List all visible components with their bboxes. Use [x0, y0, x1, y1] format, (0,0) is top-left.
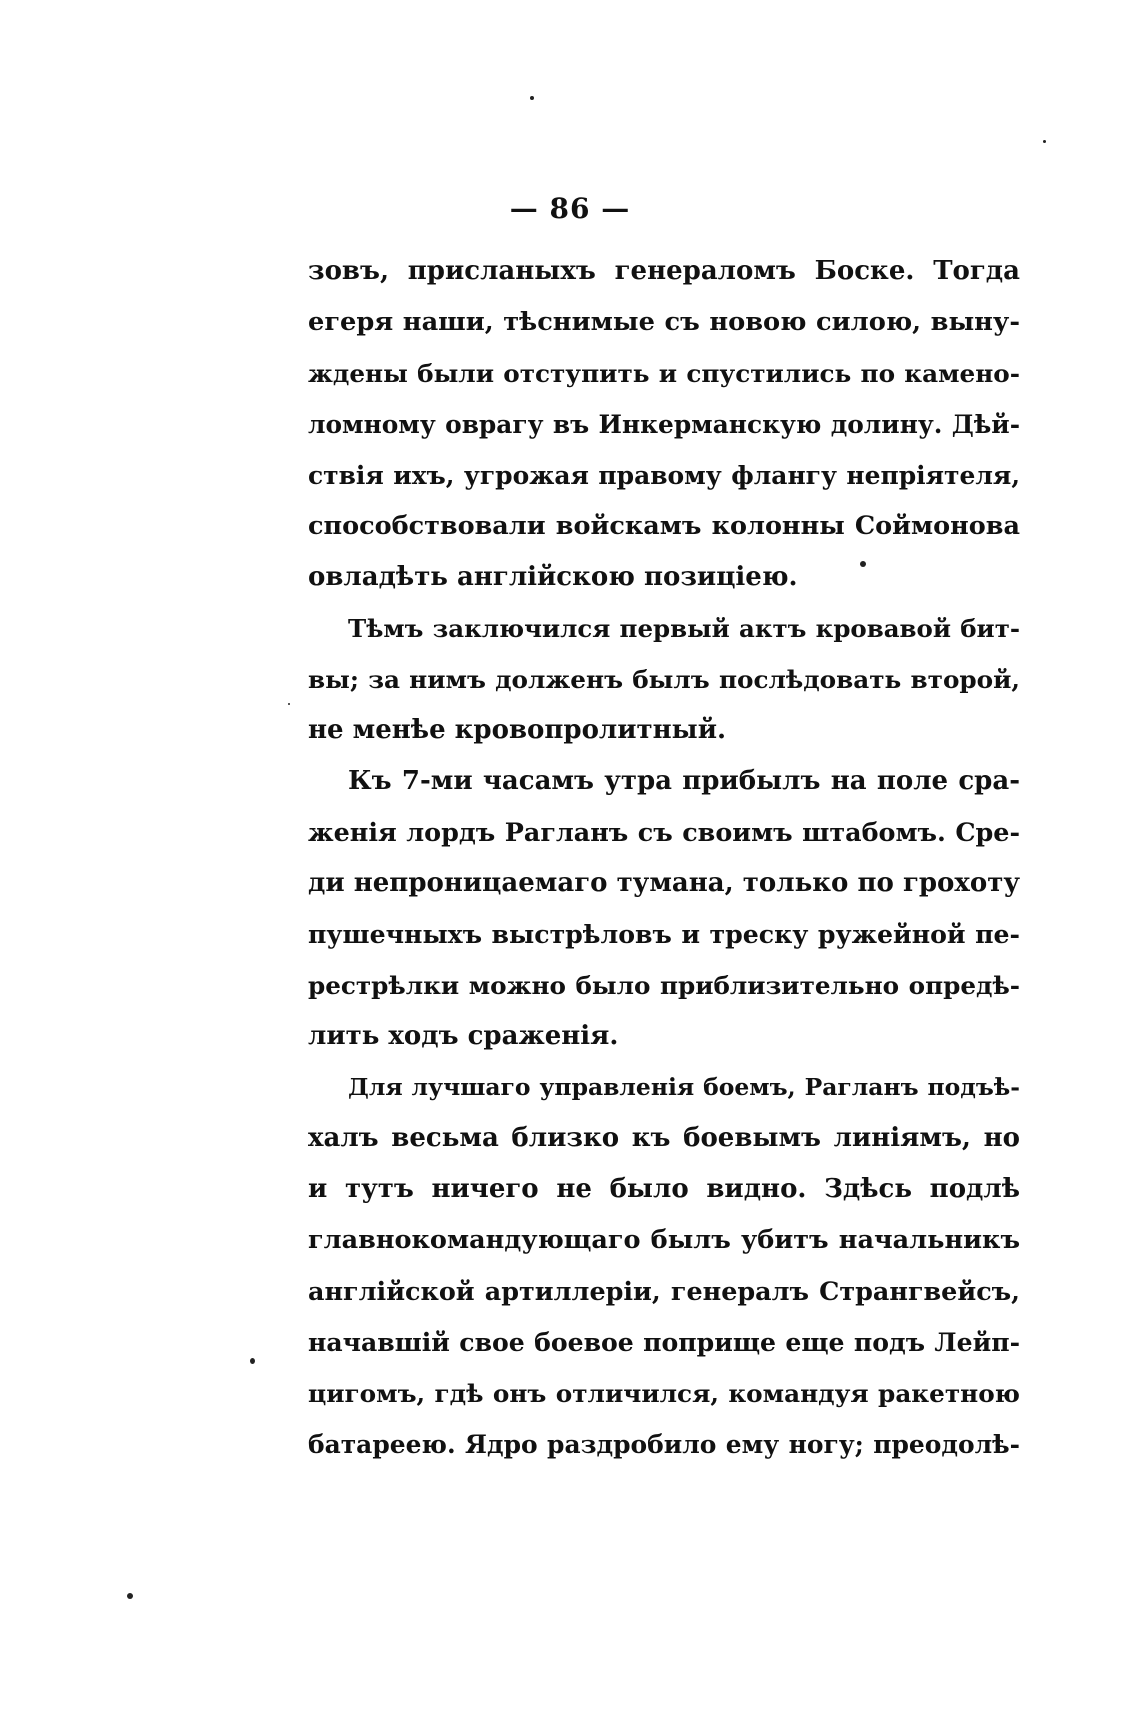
text-line: Тѣмъ заключился первый актъ кровавой бит-: [348, 614, 1020, 643]
text-line: женія лордъ Рагланъ съ своимъ штабомъ. Сре-: [308, 817, 1020, 847]
paragraph-2: [308, 603, 1020, 756]
text-line: главнокомандующаго былъ убитъ начальникъ: [308, 1225, 1020, 1255]
scan-speck: [127, 1593, 133, 1599]
text-line: цигомъ, гдѣ онъ отличился, командуя ракетною: [308, 1379, 1020, 1408]
text-line: рестрѣлки можно было приблизительно опредѣ-: [308, 971, 1020, 1000]
text-line: ломному оврагу въ Инкерманскую долину. Дѣй-: [308, 410, 1020, 439]
text-line: способствовали войскамъ колонны Соймонова: [308, 511, 1020, 541]
text-line: ствія ихъ, угрожая правому флангу непріятеля,: [308, 461, 1020, 490]
body-text: [308, 246, 1020, 1470]
text-line: халъ весьма близко къ боевымъ линіямъ, но: [308, 1123, 1020, 1153]
text-line: ди непроницаемаго тумана, только по грохоту: [308, 868, 1020, 898]
text-line: начавшій свое боевое поприще еще подъ Лейп-: [308, 1327, 1020, 1357]
text-line: егеря наши, тѣснимые съ новою силою, выну-: [308, 307, 1020, 337]
paragraph-1: [308, 246, 1020, 603]
scan-speck: [250, 1358, 255, 1364]
paragraph-4: [308, 1062, 1020, 1470]
scan-speck: [1043, 140, 1046, 143]
text-line: зовъ, присланыхъ генераломъ Боске. Тогда: [308, 256, 1020, 286]
text-line: вы; за нимъ долженъ былъ послѣдовать второй,: [308, 665, 1020, 694]
text-line: овладѣть англійскою позиціею.: [308, 562, 798, 592]
text-line: и тутъ ничего не было видно. Здѣсь подлѣ: [308, 1174, 1020, 1204]
text-line: Для лучшаго управленія боемъ, Рагланъ подъѣ-: [348, 1073, 1020, 1101]
scan-speck: [530, 96, 534, 100]
text-line: англійской артиллеріи, генералъ Странгвейсъ,: [308, 1276, 1020, 1306]
text-line: ждены были отступить и спустились по камено-: [308, 359, 1020, 388]
text-line: батареею. Ядро раздробило ему ногу; преодолѣ-: [308, 1430, 1020, 1459]
scan-speck: [288, 703, 290, 705]
page-number: — 86 —: [509, 192, 631, 225]
text-line: Къ 7-ми часамъ утра прибылъ на поле сра-: [348, 766, 1020, 796]
text-line: лить ходъ сраженія.: [308, 1021, 619, 1051]
text-line: не менѣе кровопролитный.: [308, 715, 727, 745]
paragraph-3: [308, 756, 1020, 1062]
scan-speck: [860, 561, 866, 567]
text-line: пушечныхъ выстрѣловъ и треску ружейной пе-: [308, 919, 1020, 949]
